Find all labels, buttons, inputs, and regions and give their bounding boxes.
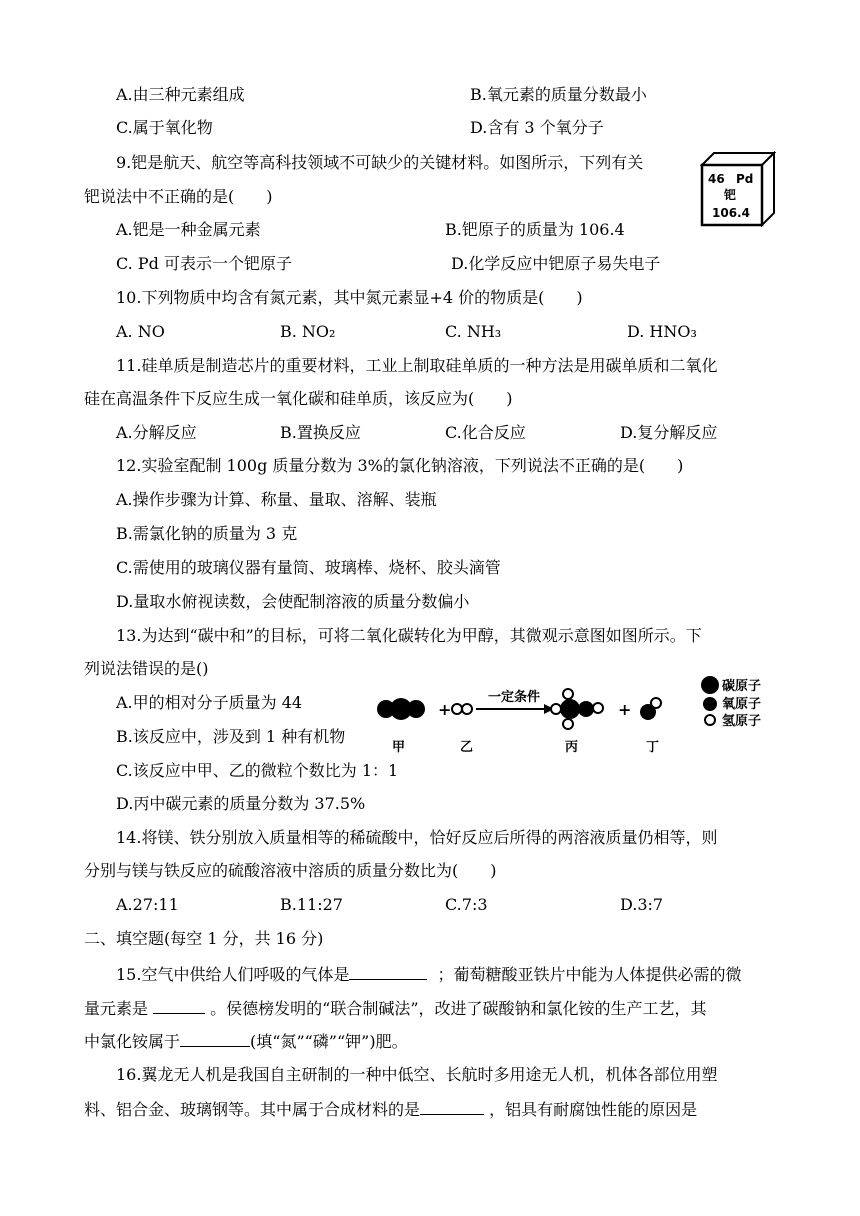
q16-text-2b: ，铝具有耐腐蚀性能的原因是 — [484, 1100, 698, 1119]
q14-option-b: B.11:27 — [280, 895, 343, 914]
q8-option-c: C.属于氧化物 — [116, 118, 213, 137]
element-symbol: Pd — [736, 172, 754, 186]
q16-stem-line1: 16.翼龙无人机是我国自主研制的一种中低空、长航时多用途无人机，机体各部位用塑 — [116, 1065, 718, 1084]
q15-text-3a: 中氯化铵属于 — [84, 1032, 181, 1051]
q15-line3 — [84, 1030, 408, 1052]
molecule-jia — [377, 698, 425, 720]
q14-stem-line2: 分别与镁与铁反应的硫酸溶液中溶质的质量分数比为( ) — [84, 861, 497, 880]
q8-option-a: A.由三种元素组成 — [116, 85, 245, 104]
q15-text-2b: 。侯德榜发明的“联合制碱法”，改进了碳酸钠和氯化铵的生产工艺，其 — [205, 999, 707, 1018]
q9-stem-line2: 钯说法中不正确的是( ) — [84, 187, 273, 206]
q12-option-a: A.操作步骤为计算、称量、量取、溶解、装瓶 — [116, 490, 437, 509]
q16-blank-1[interactable] — [420, 1098, 484, 1115]
label-yi: 乙 — [460, 740, 474, 755]
q15-blank-3[interactable] — [180, 1030, 250, 1047]
q8-option-d: D.含有 3 个氧分子 — [470, 118, 604, 137]
label-bing: 丙 — [565, 740, 579, 755]
q15-blank-1[interactable] — [349, 963, 427, 980]
q10-option-c: C. NH₃ — [445, 322, 502, 341]
label-jia: 甲 — [392, 740, 406, 755]
methanol-reaction-diagram — [368, 663, 778, 761]
q16-text-2a: 料、铝合金、玻璃钢等。其中属于合成材料的是 — [84, 1100, 421, 1119]
element-mass: 106.4 — [712, 206, 750, 220]
q11-stem-line1: 11.硅单质是制造芯片的重要材料，工业上制取硅单质的一种方法是用碳单质和二氧化 — [116, 356, 718, 375]
label-ding: 丁 — [646, 740, 660, 755]
q11-option-c: C.化合反应 — [445, 423, 526, 442]
q9-option-b: B.钯原子的质量为 106.4 — [445, 220, 625, 239]
plus-sign-1: + — [438, 700, 452, 719]
q13-stem-line1: 13.为达到“碳中和”的目标，可将二氧化碳转化为甲醇，其微观示意图如图所示。下 — [116, 626, 702, 645]
q9-stem-line1: 9.钯是航天、航空等高科技领域不可缺少的关键材料。如图所示，下列有关 — [116, 153, 644, 172]
q11-option-a: A.分解反应 — [116, 423, 197, 442]
q15-line2 — [84, 997, 707, 1019]
q15-blank-2[interactable] — [153, 997, 205, 1014]
q14-stem-line1: 14.将镁、铁分别放入质量相等的稀硫酸中，恰好反应后所得的两溶液质量仍相等，则 — [116, 828, 718, 847]
q13-stem-line2: 列说法错误的是() — [84, 659, 209, 678]
q13-option-a: A.甲的相对分子质量为 44 — [116, 693, 303, 712]
molecule-bing — [551, 689, 603, 729]
q12-stem: 12.实验室配制 100g 质量分数为 3%的氯化钠溶液，下列说法不正确的是( ) — [116, 456, 684, 475]
q10-option-a: A. NO — [116, 322, 165, 341]
q9-option-d: D.化学反应中钯原子易失电子 — [451, 254, 661, 273]
q16-line2 — [84, 1098, 697, 1120]
palladium-element-box — [700, 151, 776, 227]
q13-option-b: B.该反应中，涉及到 1 种有机物 — [116, 727, 346, 746]
q10-option-d: D. HNO₃ — [627, 322, 697, 341]
q13-option-d: D.丙中碳元素的质量分数为 37.5% — [116, 794, 366, 813]
molecule-yi — [452, 704, 472, 714]
q11-stem-line2: 硅在高温条件下反应生成一氧化碳和硅单质，该反应为( ) — [84, 389, 513, 408]
molecule-ding — [640, 698, 661, 720]
reaction-condition: 一定条件 — [488, 690, 541, 705]
atom-legend — [701, 676, 761, 729]
q15-text-2a: 量元素是 — [84, 999, 154, 1018]
q15-text-3b: (填“氮”“磷”“钾”)肥。 — [250, 1032, 408, 1051]
q14-option-a: A.27:11 — [116, 895, 179, 914]
q15-line1 — [116, 963, 741, 985]
q15-text-1b: ；葡萄糖酸亚铁片中能为人体提供必需的微 — [437, 965, 742, 984]
q13-option-c: C.该反应中甲、乙的微粒个数比为 1：1 — [116, 761, 399, 780]
element-number: 46 — [708, 172, 725, 186]
q12-option-d: D.量取水俯视读数，会使配制溶液的质量分数偏小 — [116, 592, 470, 611]
q10-option-b: B. NO₂ — [280, 322, 336, 341]
element-name: 钯 — [724, 188, 737, 202]
legend-carbon: 碳原子 — [722, 679, 762, 694]
legend-hydrogen: 氢原子 — [722, 714, 762, 729]
section-title: 二、填空题(每空 1 分，共 16 分) — [84, 929, 324, 948]
q11-option-b: B.置换反应 — [280, 423, 361, 442]
plus-sign-2: + — [618, 700, 632, 719]
q12-option-c: C.需使用的玻璃仪器有量筒、玻璃棒、烧杯、胶头滴管 — [116, 558, 501, 577]
q9-option-c: C. Pd 可表示一个钯原子 — [116, 254, 292, 273]
q11-option-d: D.复分解反应 — [620, 423, 718, 442]
q9-option-a: A.钯是一种金属元素 — [116, 220, 261, 239]
q15-text-1a: 15.空气中供给人们呼吸的气体是 — [116, 965, 350, 984]
q10-stem: 10.下列物质中均含有氮元素，其中氮元素显+4 价的物质是( ) — [116, 288, 583, 307]
q14-option-d: D.3:7 — [620, 895, 664, 914]
q14-option-c: C.7:3 — [445, 895, 488, 914]
q8-option-b: B.氧元素的质量分数最小 — [470, 85, 647, 104]
legend-oxygen: 氧原子 — [722, 697, 762, 712]
q12-option-b: B.需氯化钠的质量为 3 克 — [116, 524, 298, 543]
